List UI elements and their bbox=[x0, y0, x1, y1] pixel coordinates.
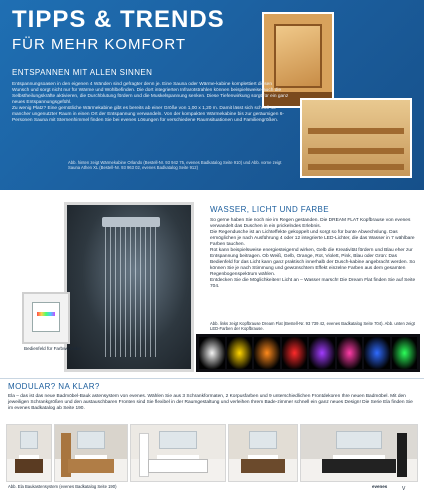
paragraph: So gerne haben Sie noch nie im Regen gestanden. Die DREAM FLAT Kopfbrause von evenes verwandelt das Duschen in ein prickelndes Erlebnis. bbox=[210, 218, 411, 229]
section-body-modular bbox=[8, 394, 418, 412]
led-color-tile bbox=[392, 337, 418, 369]
section-heading-modular: MODULAR? NA KLAR? bbox=[8, 382, 100, 391]
led-color-tile bbox=[227, 337, 253, 369]
control-panel-photo bbox=[22, 292, 70, 344]
control-panel-label: Bedienfeld für Farbwechsler bbox=[24, 346, 82, 351]
led-color-tile bbox=[254, 337, 280, 369]
page-number: V bbox=[402, 486, 406, 492]
led-color-tile bbox=[199, 337, 225, 369]
section-heading-relax: ENTSPANNEN MIT ALLEN SINNEN bbox=[12, 68, 153, 77]
bathroom-photo-5 bbox=[300, 424, 418, 482]
header-panel bbox=[0, 0, 424, 190]
page-title: TIPPS & TRENDS bbox=[12, 6, 225, 33]
caption-shower: Abb. links zeigt Kopfbrause Dream Flat (Bestell-Nr. 93 739 42, evenes Badkatalog Seite 704). Abb. unten zeigt LED-Farben der Kopfbrause. bbox=[210, 321, 415, 332]
led-color-tile bbox=[337, 337, 363, 369]
section-heading-water: WASSER, LICHT UND FARBE bbox=[210, 205, 329, 214]
bathroom-photo-3 bbox=[130, 424, 226, 482]
sauna-interior-photo bbox=[300, 98, 412, 178]
brand-logo: evenes bbox=[372, 484, 388, 489]
led-color-tile bbox=[309, 337, 335, 369]
paragraph: Entdecken Sie die Möglichkeiten! Licht an – Wasser marsch! Die Dream Flat finden Sie auf Seite 704. bbox=[210, 278, 416, 289]
led-color-tile bbox=[282, 337, 308, 369]
paragraph: Ela – das ist das neue Badmöbel-Bauk astensystem von evenes. Wählen Sie aus 3 Schrankformaten, 2 Korpusfarben und 9 unterschiedlichen Frontdekoren Ihre neuen Badmöbel. Mit den jeweiligen Schrankgrößen und den austauschbaren Fronten sind Sie flexibel in der Raumgestaltung und verleihen Ihrem Bade-zimmer schnell ein ganz neues Design! Die Serie Ela finden Sie im evenes Badkatalog ab Seite 190. bbox=[8, 394, 413, 411]
bathroom-photo-2 bbox=[54, 424, 128, 482]
section-body-water bbox=[210, 218, 418, 290]
paragraph: Entspannungsoasen in den eigenen 4 Wänden sind gefragter denn je. Eine Sauna oder Wärme-kabine komplettiert diesen Wunsch und sorgt nicht nur für Wärme und Wohlbefinden. Die dort integrierten Infrarotstrahlen können beispielsweise auch die Selbstheilungskräfte aktivieren, die Durchblutung fördern und die Muskelspannung senken. Diese Tiefenwirkung sorgt für ein ganz neues Entspannungsgefühl. bbox=[12, 82, 289, 105]
led-color-strip bbox=[196, 334, 420, 372]
page-subtitle: FÜR MEHR KOMFORT bbox=[12, 36, 187, 53]
led-color-tile bbox=[364, 337, 390, 369]
section-divider bbox=[0, 378, 424, 379]
paragraph: Zu wenig Platz? Eine gemütliche Wärmekabine gibt es bereits ab einer Größe von 1,00 x 1,20 m. Damit lässt sich schnell so mancher ungenutzter Raum in einen Ort der Entspannung verwandeln. Von der kompakten Wärmekabine bis zur geräumigen 6-Personen Sauna mit Sternenhimmel finden Sie bei evenes Lösungen für verschiedene Raumsituationen und Familiengrößen. bbox=[12, 106, 284, 123]
caption-modular: Abb. Ela Baukastensystem (evenes Badkatalog Seite 190) bbox=[8, 484, 117, 489]
paragraph: Die Regendusche ist an Lichteffekte gekoppelt und sorgt so für bunte Abwechslung. Das ermöglichen je nach Ausführung 4 oder 12 integrierte LED-Lichter, die das Wasser in 7 wählbare Farben tauchen. bbox=[210, 230, 415, 247]
section-body-relax bbox=[12, 82, 290, 124]
caption-sauna: Abb. hinten zeigt Wärmekabine Orlando (Bestell-Nr. 93 942 75, evenes Badkatalog Seite 910) und Abb. vorne zeigt Sauna Athen XL (Bestell-Nr. 93 963 02, evenes Badkatalog Seite 912) bbox=[68, 160, 282, 171]
paragraph: Rot kann beispielsweise energiesteigernd wirken, Gelb die Kreativität fördern und Blau eher zur Entspannung beitragen. Ob Weiß, Gelb, Orange, Rot, Violett, Pink, Blau oder Grün: Das Bedienfeld für das Licht kann ganz praktisch innerhalb der Dusch-kabine angebracht werden. So können Sie je nach Stimmung und gewünschtem Effekt einzelne Farben aus dem gesamten Regenbogenspektrum wählen. bbox=[210, 248, 416, 277]
bathroom-photo-4 bbox=[228, 424, 298, 482]
bathroom-photo-1 bbox=[6, 424, 52, 482]
